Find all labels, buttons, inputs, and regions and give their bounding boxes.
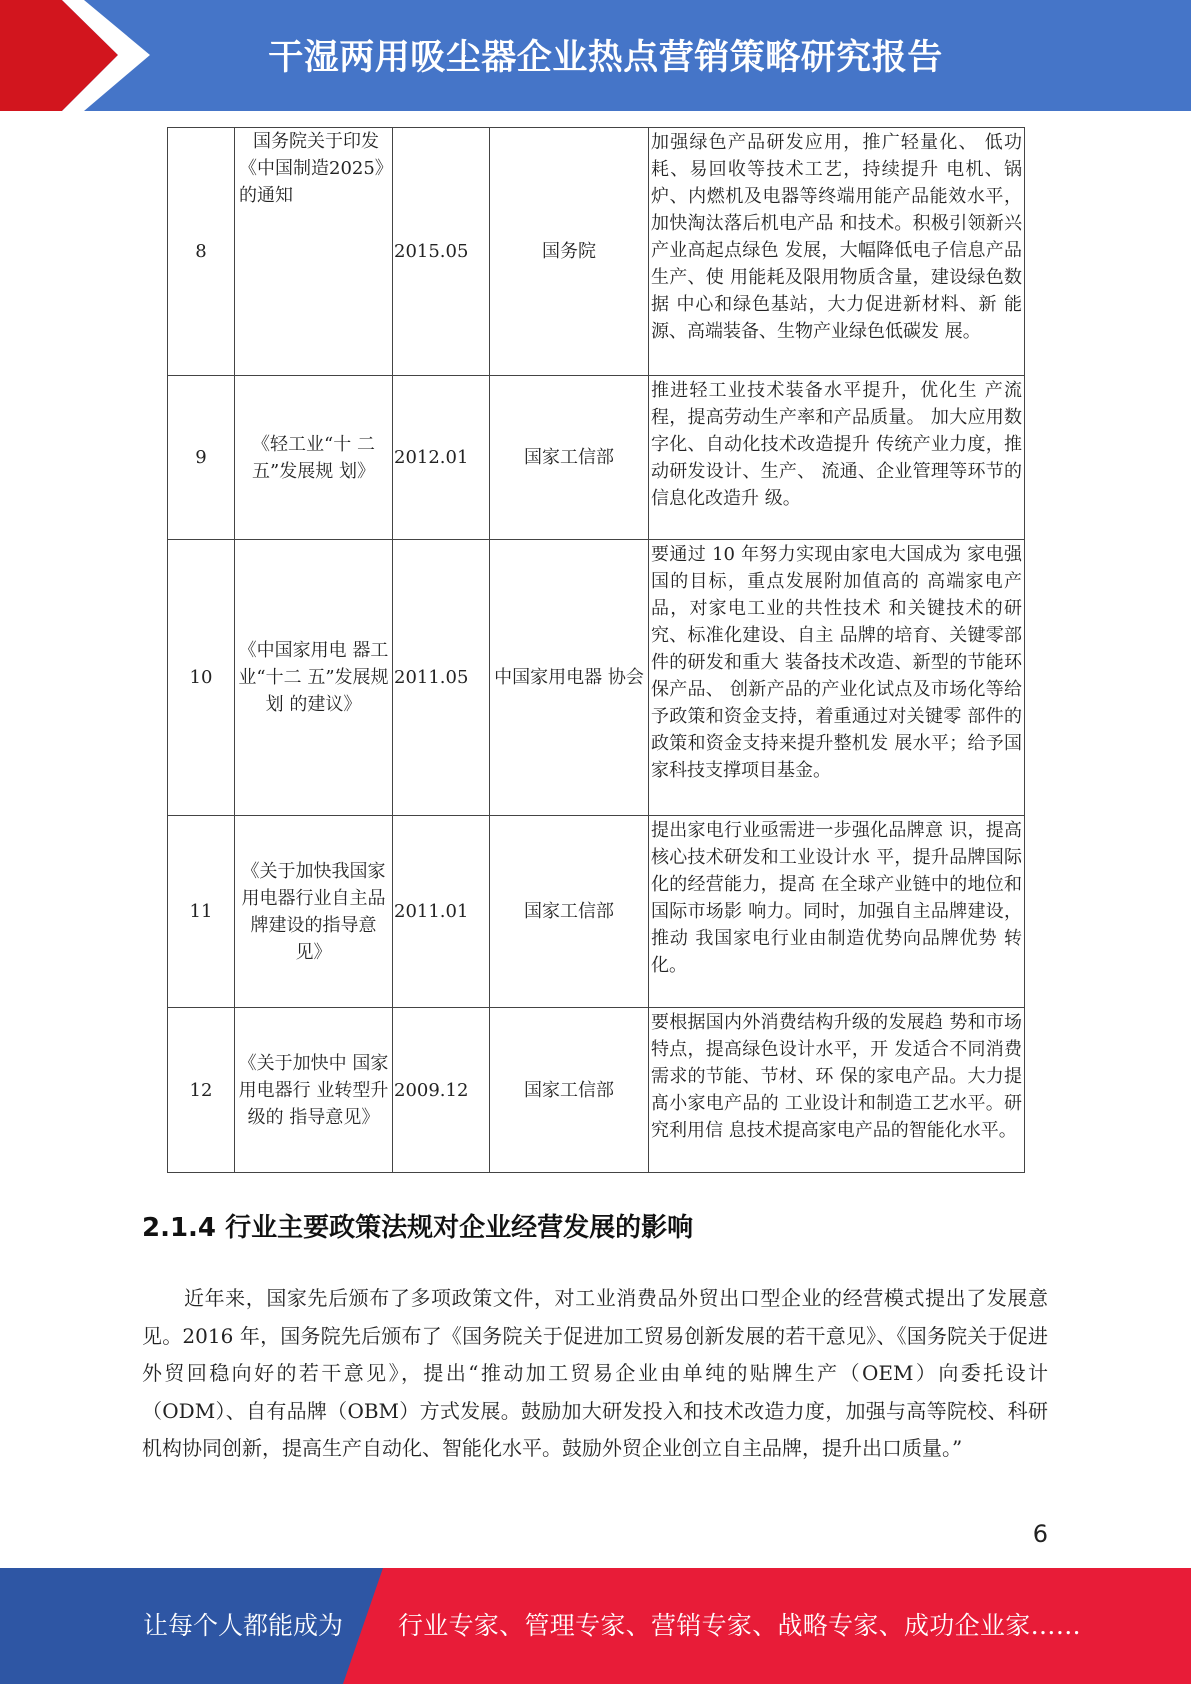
table-row <box>168 1008 1025 1173</box>
table-row <box>168 128 1025 376</box>
page-number: 6 <box>1032 1520 1048 1548</box>
table-row <box>168 540 1025 816</box>
row-number: 12 <box>168 1008 235 1173</box>
footer-slogan-left: 让每个人都能成为 <box>143 1611 344 1640</box>
issuing-body: 国家工信部 <box>490 376 649 540</box>
footer-slogan-right: 行业专家、管理专家、营销专家、战略专家、成功企业家…… <box>398 1611 1082 1640</box>
policy-table <box>167 127 1025 1173</box>
issue-date: 2011.01 <box>393 816 490 1008</box>
policy-content: 推进轻工业技术装备水平提升，优化生 产流程，提高劳动生产率和产品质量。 加大应用数字化、自动化技术改造提升 传统产业力度，推动研发设计、生产、 流通、企业管理等环节的信息化改造升 级。 <box>649 376 1025 540</box>
table-row <box>168 816 1025 1008</box>
policy-name: 《中国家用电 器工业“十二 五”发展规划 的建议》 <box>235 540 393 816</box>
issuing-body: 国家工信部 <box>490 816 649 1008</box>
policy-name: 《关于加快中 国家用电器行 业转型升级的 指导意见》 <box>235 1008 393 1173</box>
body-paragraph: 近年来，国家先后颁布了多项政策文件，对工业消费品外贸出口型企业的经营模式提出了发展意见。2016 年，国务院先后颁布了《国务院关于促进加工贸易创新发展的若干意见》、《国务院关于促进外贸回稳向好的若干意见》，提出“推动加工贸易企业由单纯的贴牌生产（OEM）向委托设计（ODM）、自有品牌（OBM）方式发展。鼓励加大研发投入和技术改造力度，加强与高等院校、科研机构协同创新，提高生产自动化、智能化水平。鼓励外贸企业创立自主品牌，提升出口质量。” <box>142 1286 1048 1460</box>
section-heading: 2.1.4 行业主要政策法规对企业经营发展的影响 <box>142 1213 694 1243</box>
issue-date: 2015.05 <box>393 128 490 376</box>
policy-content: 要根据国内外消费结构升级的发展趋 势和市场特点，提高绿色设计水平，开 发适合不同消费需求的节能、节材、环 保的家电产品。大力提髙小家电产品的 工业设计和制造工艺水平。研究利用信 息技术提高家电产品的智能化水平。 <box>649 1008 1025 1173</box>
table-row <box>168 376 1025 540</box>
policy-name: 国务院关于印发《中国制造2025》的通知 <box>235 128 393 376</box>
row-number: 9 <box>168 376 235 540</box>
row-number: 10 <box>168 540 235 816</box>
page-header <box>0 0 1191 111</box>
issuing-body: 中国家用电器 协会 <box>490 540 649 816</box>
row-number: 11 <box>168 816 235 1008</box>
issue-date: 2009.12 <box>393 1008 490 1173</box>
row-number: 8 <box>168 128 235 376</box>
issuing-body: 国家工信部 <box>490 1008 649 1173</box>
policy-name: 《轻工业“十 二五”发展规 划》 <box>235 376 393 540</box>
policy-content: 提出家电行业亟需进一步强化品牌意 识，提高核心技术研发和工业设计水 平，提升品牌国际化的经营能力，提高 在全球产业链中的地位和国际市场影 响力。同时，加强自主品牌建设，推动 我国家电行业由制造优势向品牌优势 转化。 <box>649 816 1025 1008</box>
issue-date: 2012.01 <box>393 376 490 540</box>
report-title: 干湿两用吸尘器企业热点营销策略研究报告 <box>268 38 943 78</box>
page-footer <box>0 1568 1191 1684</box>
issue-date: 2011.05 <box>393 540 490 816</box>
policy-name: 《关于加快我国家用电器行业自主品牌建设的指导意 见》 <box>235 816 393 1008</box>
policy-content: 要通过 10 年努力实现由家电大国成为 家电强国的目标，重点发展附加值高的 高端家电产品，对家电工业的共性技术 和关键技术的研究、标准化建设、自主 品牌的培育、关键零部件的研发和重大 装备技术改造、新型的节能环保产品、 创新产品的产业化试点及市场化等给 予政策和资金支持，着重通过对关键零 部件的政策和资金支持来提升整机发 展水平；给予国家科技支撑项目基金。 <box>649 540 1025 816</box>
issuing-body: 国务院 <box>490 128 649 376</box>
policy-content: 加强绿色产品研发应用，推广轻量化、 低功耗、易回收等技术工艺，持续提升 电机、锅炉、内燃机及电器等终端用能产品能效水平，加快淘汰落后机电产品 和技术。积极引领新兴产业高起点绿色 发展，大幅降低电子信息产品生产、使 用能耗及限用物质含量，建设绿色数据 中心和绿色基站，大力促进新材料、新 能源、高端装备、生物产业绿色低碳发 展。 <box>649 128 1025 376</box>
